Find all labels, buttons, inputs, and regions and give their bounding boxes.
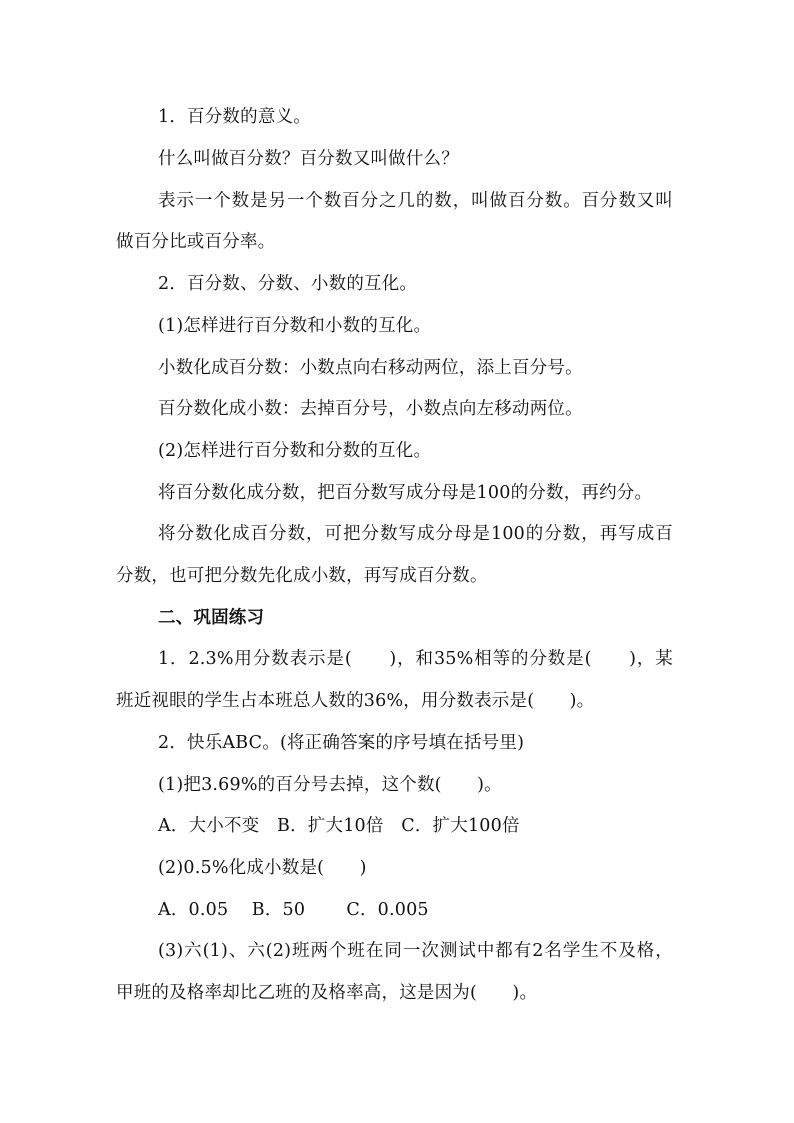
subsection-percent-decimal: (1)怎样进行百分数和小数的互化。 bbox=[158, 316, 432, 336]
rule-fraction-to-percent-line-1: 将分数化成百分数，可把分数写成分母是100的分数，再写成百 bbox=[158, 524, 673, 544]
exercise-1-line-1: 1．2.3%用分数表示是( )，和35%相等的分数是( )，某 bbox=[158, 649, 673, 669]
exercise-2-question-3-line-1: (3)六(1)、六(2)班两个班在同一次测试中都有2名学生不及格， bbox=[158, 941, 673, 961]
section-title-percent-meaning: 1．百分数的意义。 bbox=[158, 107, 311, 127]
exercise-2-question-2: (2)0.5%化成小数是( ) bbox=[158, 858, 367, 878]
subsection-percent-fraction: (2)怎样进行百分数和分数的互化。 bbox=[158, 441, 432, 461]
exercise-2-question-1-options: A．大小不变 B．扩大10倍 C．扩大100倍 bbox=[158, 816, 520, 836]
section-title-conversion: 2．百分数、分数、小数的互化。 bbox=[158, 274, 418, 294]
definition-line-1: 表示一个数是另一个数百分之几的数，叫做百分数。百分数又叫 bbox=[158, 191, 673, 211]
rule-fraction-to-percent-line-2: 分数，也可把分数先化成小数，再写成百分数。 bbox=[116, 566, 488, 586]
rule-percent-to-decimal: 百分数化成小数：去掉百分号，小数点向左移动两位。 bbox=[158, 399, 583, 419]
question-what-is-percent: 什么叫做百分数？百分数又叫做什么？ bbox=[158, 149, 459, 169]
exercise-2-title: 2．快乐ABC。(将正确答案的序号填在括号里) bbox=[158, 733, 525, 753]
rule-decimal-to-percent: 小数化成百分数：小数点向右移动两位，添上百分号。 bbox=[158, 358, 583, 378]
exercise-2-question-1: (1)把3.69%的百分号去掉，这个数( )。 bbox=[158, 775, 502, 795]
exercise-2-question-2-options: A．0.05 B．50 C．0.005 bbox=[158, 900, 429, 920]
exercise-1-line-2: 班近视眼的学生占本班总人数的36%，用分数表示是( )。 bbox=[116, 691, 595, 711]
section-heading-practice: 二、巩固练习 bbox=[158, 608, 265, 628]
definition-line-2: 做百分比或百分率。 bbox=[116, 232, 276, 252]
exercise-2-question-3-line-2: 甲班的及格率却比乙班的及格率高，这是因为( )。 bbox=[116, 983, 538, 1003]
rule-percent-to-fraction: 将百分数化成分数，把百分数写成分母是100的分数，再约分。 bbox=[158, 483, 653, 503]
